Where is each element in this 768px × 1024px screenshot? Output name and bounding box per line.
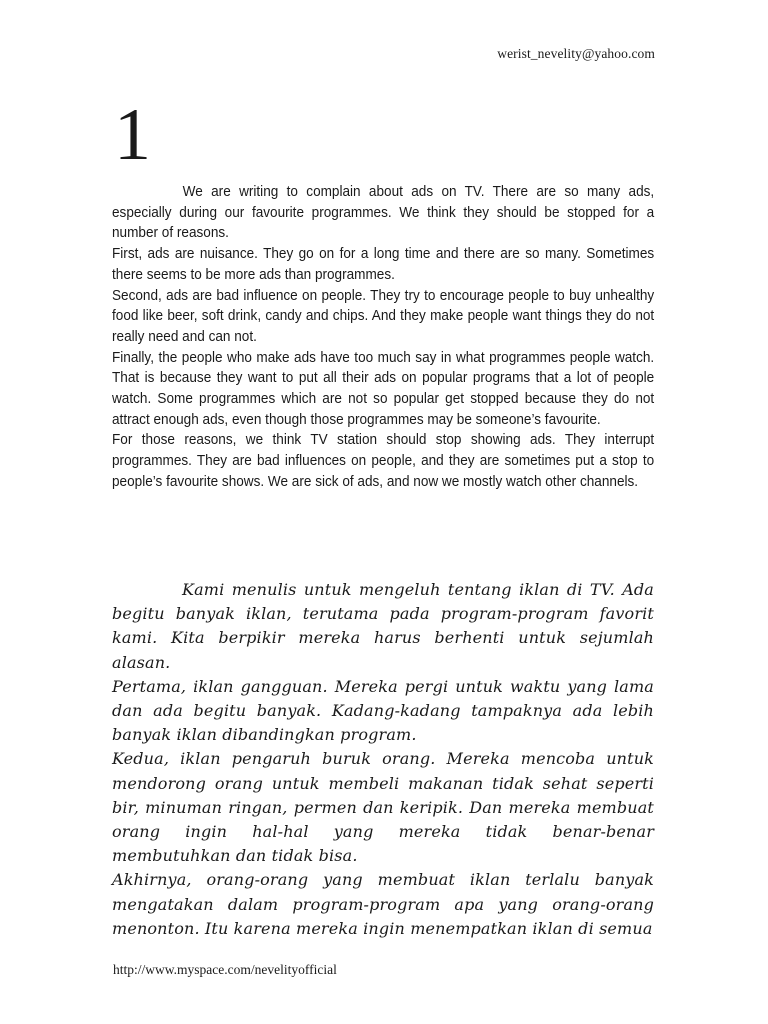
indonesian-translation bbox=[112, 578, 654, 941]
english-paragraph: First, ads are nuisance. They go on for a long time and there are so many. Sometimes there seems to be more ads than programmes. bbox=[112, 246, 655, 283]
english-paragraph: We are writing to complain about ads on TV. There are so many ads, especially during our favourite programmes. We think they should be stopped for a number of reasons. bbox=[112, 184, 655, 242]
english-paragraph: For those reasons, we think TV station should stop showing ads. They interrupt programmes. They are bad influences on people, and they are sometimes put a stop to people’s favourite shows. We are sick of ads, and now we mostly watch other channels. bbox=[112, 432, 655, 490]
indonesian-paragraph: Kami menulis untuk mengeluh tentang iklan di TV. Ada begitu banyak iklan, terutama pada program-program favorit kami. Kita berpikir mereka harus berhenti untuk sejumlah alasan. bbox=[112, 580, 654, 672]
indonesian-paragraph: Akhirnya, orang-orang yang membuat iklan terlalu banyak mengatakan dalam program-program apa yang orang-orang menonton. Itu karena mereka ingin menempatkan iklan di semua bbox=[112, 870, 654, 938]
english-letter bbox=[112, 182, 654, 493]
footer-url: http://www.myspace.com/nevelityofficial bbox=[113, 962, 337, 977]
indonesian-paragraph: Pertama, iklan gangguan. Mereka pergi untuk waktu yang lama dan ada begitu banyak. Kadang-kadang tampaknya ada lebih banyak iklan dibandingkan program. bbox=[112, 676, 654, 745]
english-paragraph: Second, ads are bad influence on people. They try to encourage people to buy unhealthy food like beer, soft drink, candy and chips. And they make people want things they do not really need and can not. bbox=[112, 287, 655, 345]
english-paragraph: Finally, the people who make ads have too much say in what programmes people watch. That is because they want to put all their ads on popular programs that a lot of people watch. Some programmes which are not so popular get stopped because they do not attract enough ads, even though those programmes may be someone’s favourite. bbox=[112, 349, 655, 428]
indonesian-paragraph: Kedua, iklan pengaruh buruk orang. Mereka mencoba untuk mendorong orang untuk membeli makanan tidak sehat seperti bir, minuman ringan, permen dan keripik. Dan mereka membuat orang ingin hal-hal yang mereka tidak benar-benar membutuhkan dan tidak bisa. bbox=[112, 749, 654, 866]
chapter-number: 1 bbox=[114, 94, 151, 176]
header-email: werist_nevelity@yahoo.com bbox=[497, 46, 655, 61]
